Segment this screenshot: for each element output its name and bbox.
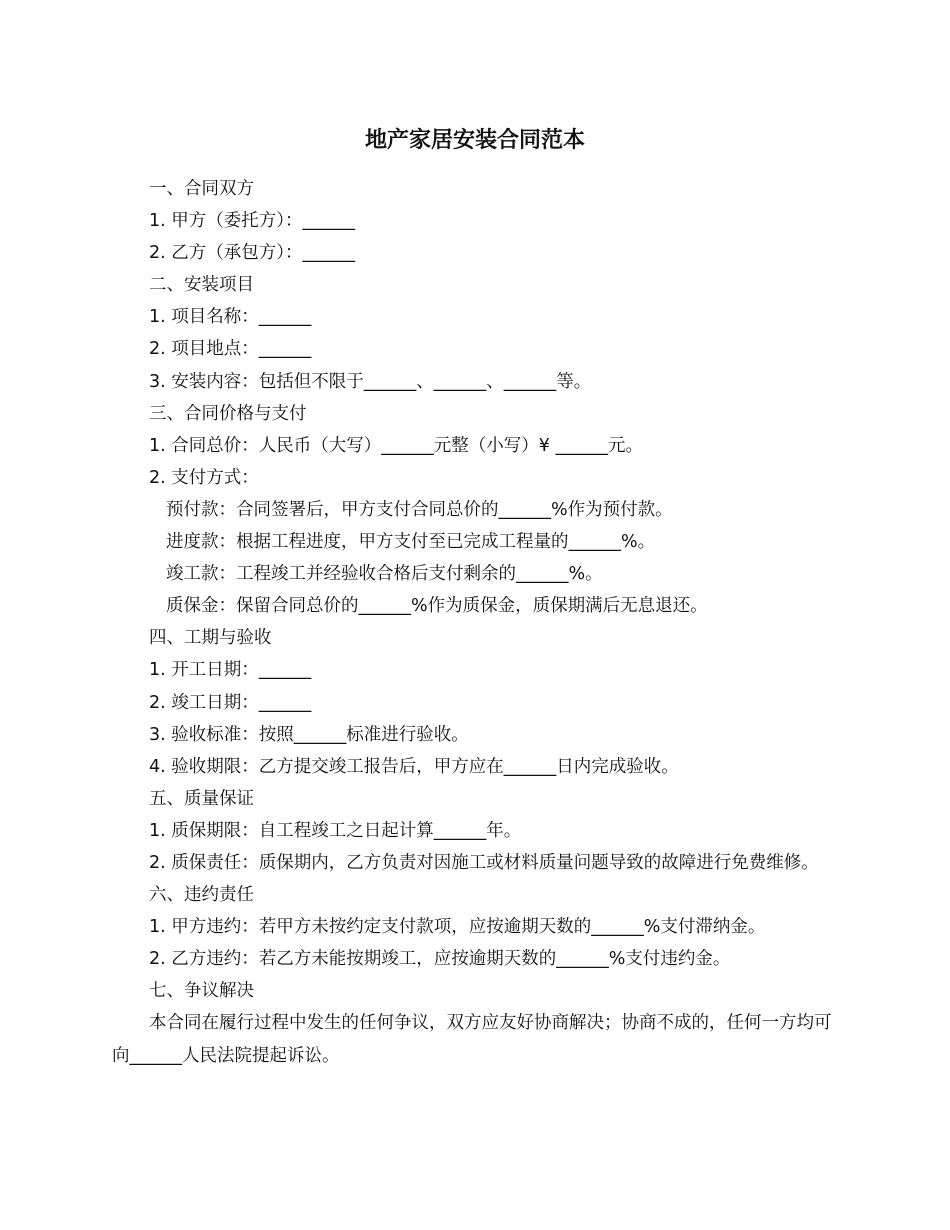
clause-warranty-period: 1. 质保期限：自工程竣工之日起计算______年。	[149, 820, 522, 841]
section-heading-parties: 一、合同双方	[149, 179, 254, 199]
section-heading-price: 三、合同价格与支付	[149, 403, 307, 424]
clause-project-name: 1. 项目名称：______	[149, 307, 312, 328]
section-heading-project: 二、安装项目	[149, 275, 254, 296]
clause-advance-payment: 预付款：合同签署后，甲方支付合同总价的______%作为预付款。	[166, 499, 673, 520]
clause-total-price: 1. 合同总价：人民币（大写）______元整（小写）¥ ______元。	[149, 435, 643, 456]
clause-dispute-resolution: 本合同在履行过程中发生的任何争议，双方应友好协商解决；协商不成的，任何一方均可向______人民法院提起诉讼。	[112, 1013, 832, 1066]
document-body	[112, 173, 838, 1072]
section-heading-breach: 六、违约责任	[149, 885, 254, 906]
clause-party-a-breach: 1. 甲方违约：若甲方未按约定支付款项，应按逾期天数的______%支付滞纳金。	[149, 917, 766, 938]
clause-payment-method: 2. 支付方式：	[149, 467, 259, 488]
clause-install-content: 3. 安装内容：包括但不限于______、______、______等。	[149, 371, 592, 392]
document-title: 地产家居安装合同范本	[364, 128, 585, 153]
clause-party-b: 2. 乙方（承包方）：______	[149, 243, 356, 264]
section-heading-dispute: 七、争议解决	[149, 981, 254, 1002]
clause-completion-date: 2. 竣工日期：______	[149, 692, 312, 713]
clause-party-b-breach: 2. 乙方违约：若乙方未能按期竣工，应按逾期天数的______%支付违约金。	[149, 949, 731, 970]
clause-retention-payment: 质保金：保留合同总价的______%作为质保金，质保期满后无息退还。	[166, 596, 708, 617]
clause-acceptance-period: 4. 验收期限：乙方提交竣工报告后，甲方应在______日内完成验收。	[149, 756, 679, 777]
clause-party-a: 1. 甲方（委托方）：______	[149, 211, 356, 232]
clause-acceptance-standard: 3. 验收标准：按照______标准进行验收。	[149, 724, 469, 745]
clause-progress-payment: 进度款：根据工程进度，甲方支付至已完成工程量的______%。	[166, 532, 656, 553]
clause-project-location: 2. 项目地点：______	[149, 339, 312, 360]
clause-completion-payment: 竣工款：工程竣工并经验收合格后支付剩余的______%。	[166, 564, 603, 585]
section-heading-quality: 五、质量保证	[149, 788, 254, 809]
clause-warranty-responsibility: 2. 质保责任：质保期内，乙方负责对因施工或材料质量问题导致的故障进行免费维修。	[149, 852, 819, 873]
clause-start-date: 1. 开工日期：______	[149, 660, 312, 681]
section-heading-schedule: 四、工期与验收	[149, 628, 272, 649]
